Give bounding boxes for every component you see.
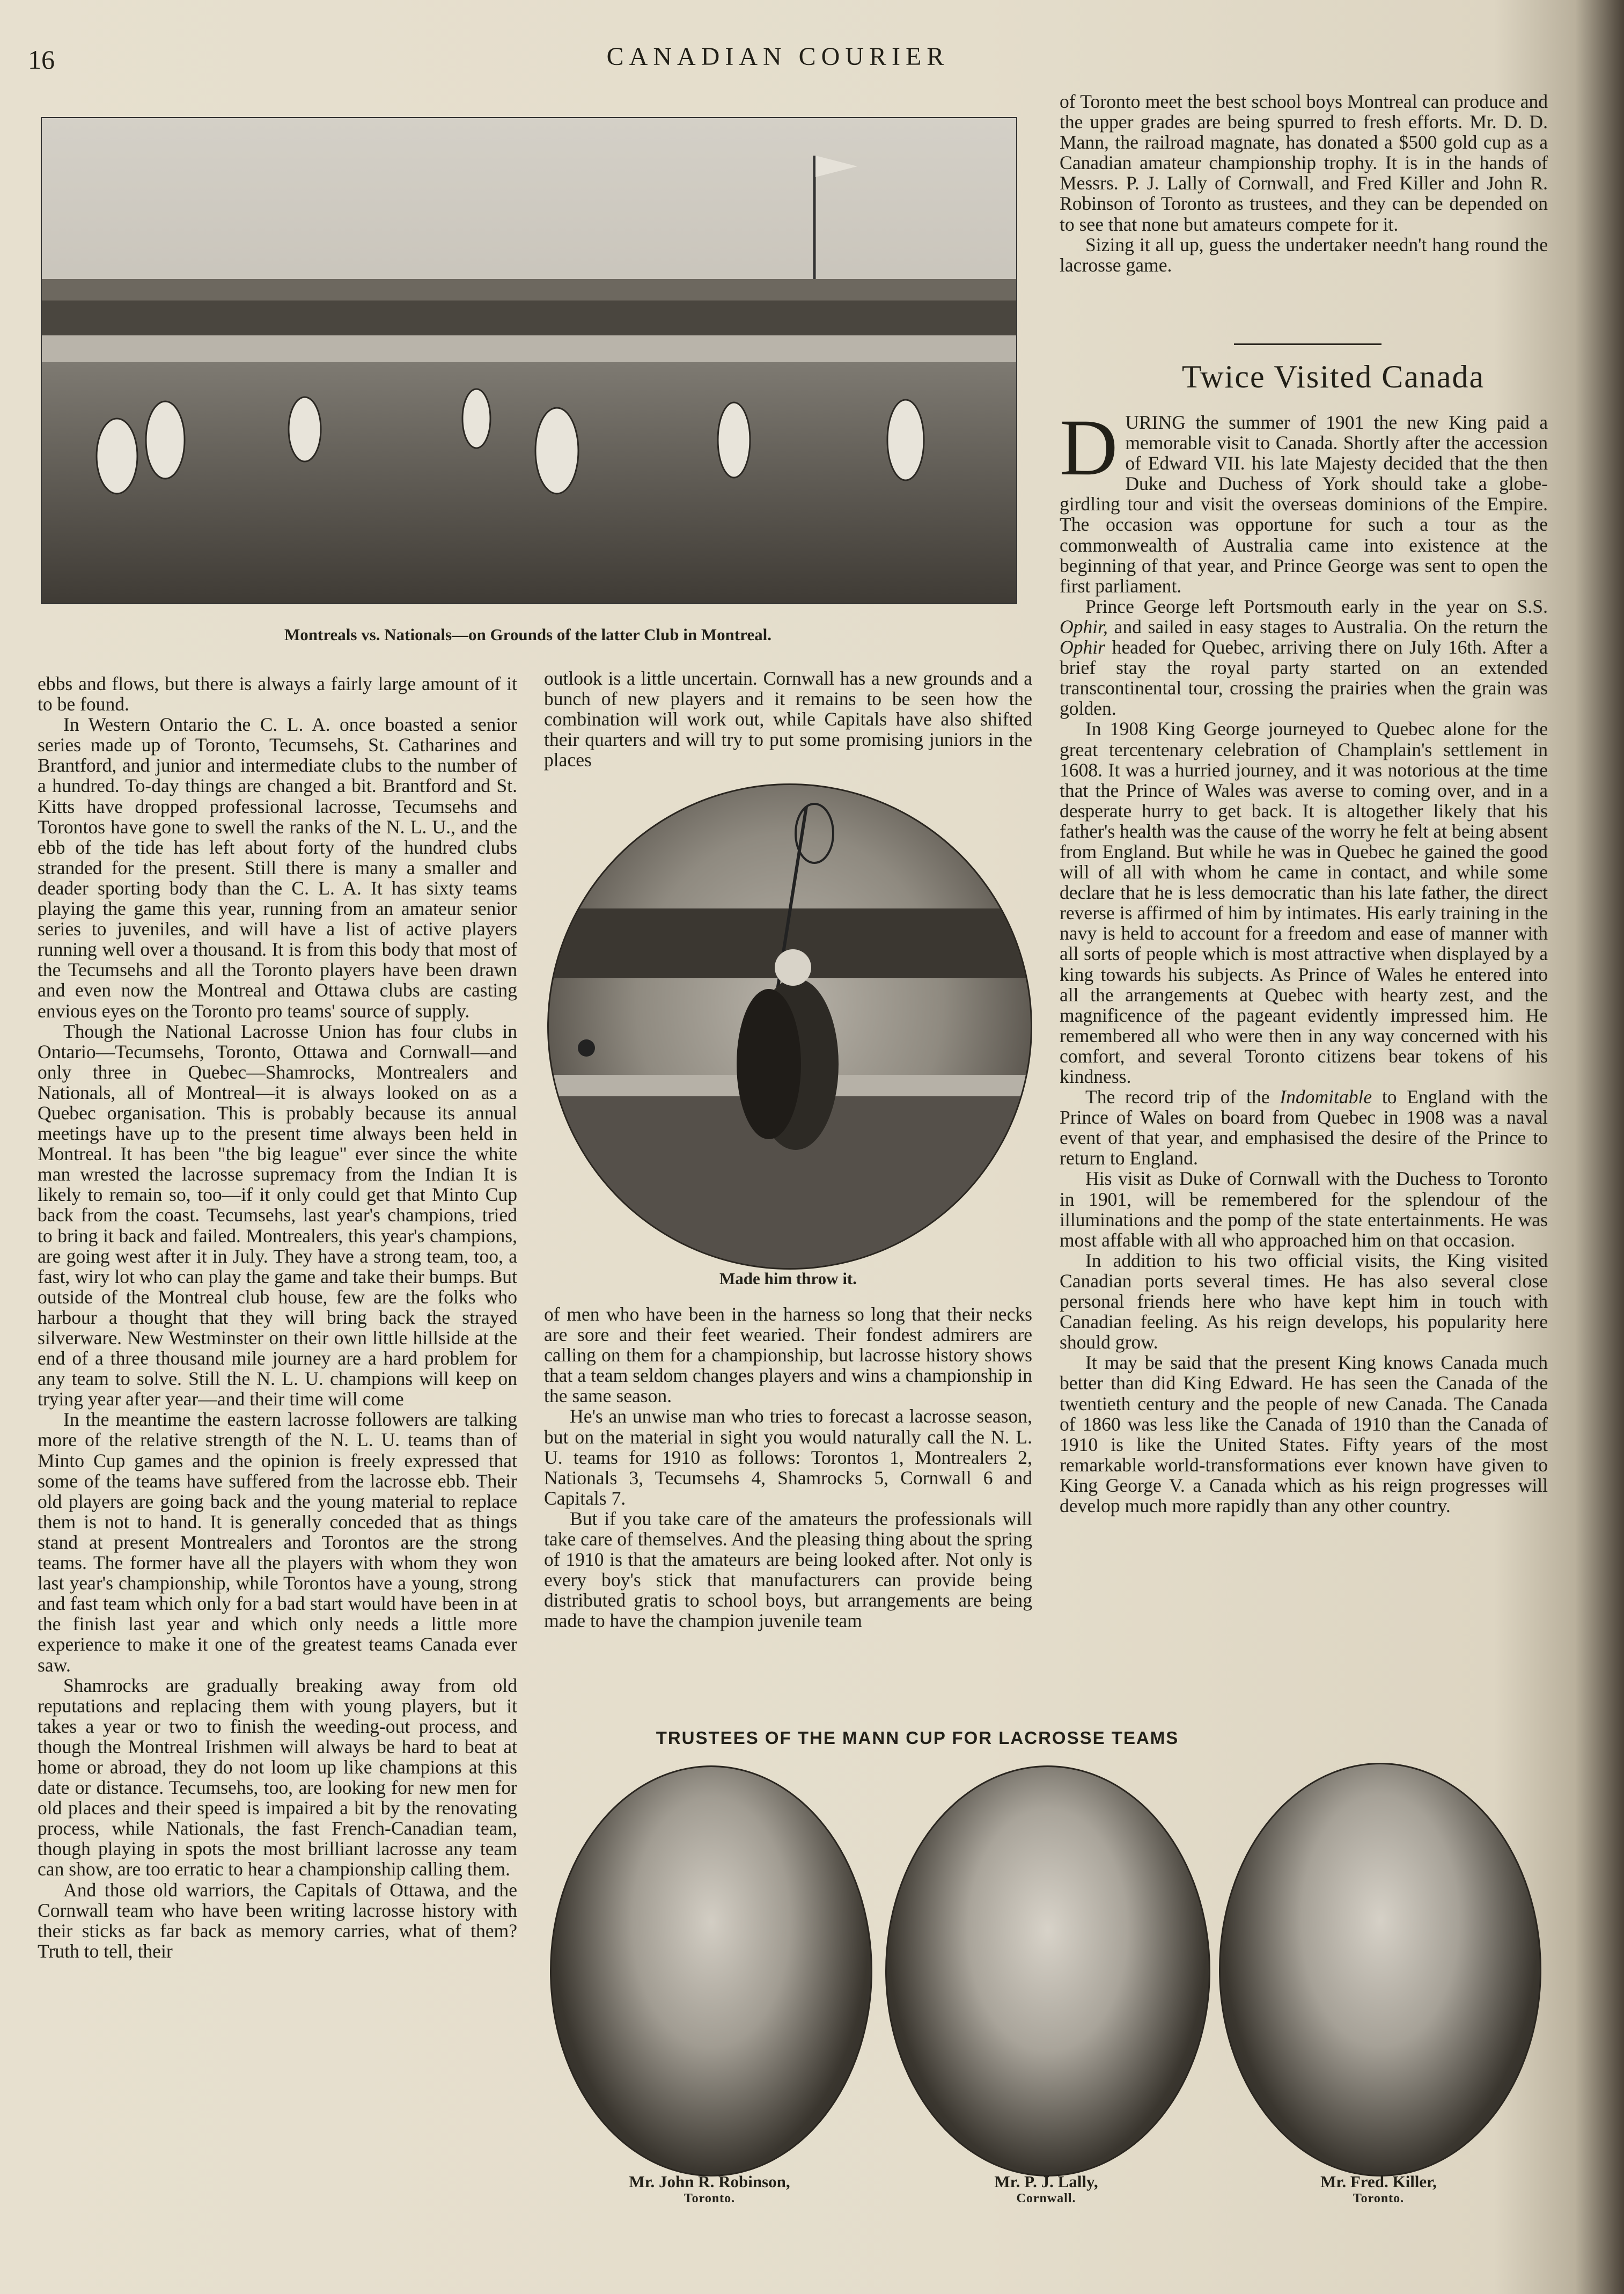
lacrosse-match-photo: [41, 117, 1017, 604]
article2-para-1: [1060, 403, 1548, 597]
portrait-city-killer: Toronto.: [1353, 2192, 1405, 2205]
trustees-title: TRUSTEES OF THE MANN CUP FOR LACROSSE TEAMS: [656, 1728, 1179, 1748]
col1-para-3: Though the National Lacrosse Union has four clubs in Ontario—Tecumsehs, Toronto, Ottawa and Cornwall—and only three in Quebec—Shamrocks, Montrealers and Nationals, all of Montreal—it is always looked on as a Quebec organisation. This is probably because its annual meetings have up to the present time always been held in Montreal. It has been "the big league" ever since the white man wrested the lacrosse supremacy from the Indian It is likely to remain so, too—if it only could get that Minto Cup back from the coast. Tecumsehs, last year's champions, tried to bring it back and failed. Montrealers, this year's champions, are going west after it in July. They have a strong team, too, a fast, wiry lot who can play the game and take their bumps. But outside of the Montreal club house, few are the folks who harbour a thought that they will bring back the strayed silverware. New Westminster on their own little hillside at the end of a three thousand mile journey are a hard problem for any team to solve. Still the N. L. U. champions will keep on trying year after year—and their time will come: [38, 1020, 517, 1410]
article2-para-3: In 1908 King George journeyed to Quebec alone for the great tercentenary celebration of Champlain's settlement in 1608. It was a hurried journey, and it was notorious at the time that the Prince of Wales was averse to coming over, and in a desperate hurry to get back. It is altogether likely that his father's health was the cause of the worry he felt at being absent from England. But while he was in Quebec he gained the good will of all with whom he came in contact, and while some declare that he is less democratic than his late father, the direct reverse is affirmed of him by intimates. His early training in the navy is held to account for a freedom and ease of manner with all sorts of people which is most attractive when displayed by a king towards his subjects. As Prince of Wales he entered into all the arrangements at Quebec with hearty zest, and the magnificence of the pageant evidently impressed him. He remembered all who were then in any way concerned with his comfort, and several Toronto citizens bear tokens of his kindness.: [1060, 718, 1548, 1087]
col2-para-1: outlook is a little uncertain. Cornwall has a new grounds and a bunch of new players and it remains to be seen how the combination will work out, while Capitals have also shifted their quarters and will try to put some promising juniors in the places: [544, 668, 1032, 771]
col1-para-5: Shamrocks are gradually breaking away from old reputations and replacing them with young players, but it takes a year or two to finish the weeding-out process, and though the Montreal Irishmen will always be hard to beat at home or abroad, they do not loom up like champions at this date or distance. Tecumsehs, too, are looking for new men for old places and their speed is impaired a bit by the renovating process, while Nationals, the fast French-Canadian team, though playing in spots the most brilliant lacrosse any team can show, are too erratic to hear a championship calling them.: [38, 1674, 517, 1880]
article-heading: Twice Visited Canada: [1181, 359, 1485, 394]
ship-name-ophir: Ophir,: [1060, 615, 1108, 637]
col1-para-1: ebbs and flows, but there is always a fairly large amount of it to be found.: [38, 673, 517, 715]
col1-para-4: In the meantime the eastern lacrosse followers are talking more of the relative strength of the N. L. U. teams than of Minto Cup games and the opinion is freely expressed that some of the teams have suffered from the lacrosse ebb. Their old players are going back and the young material to replace them is not to hand. It is generally conceded that as things stand at present Montrealers and Torontos are the strong teams. The former have all the players with whom they won last year's championship, while Torontos have a young, strong and fast team which only for a bad start would have been in at the finish last year and which only needs a little more experience to make it one of the greatest teams Canada ever saw.: [38, 1409, 517, 1676]
column-3-article: [1060, 403, 1548, 1516]
middle-photo-caption: Made him throw it.: [719, 1269, 857, 1288]
portrait-caption-killer: [1219, 2172, 1538, 2206]
portrait-city-lally: Cornwall.: [1016, 2192, 1076, 2205]
col2-para-2: of men who have been in the harness so long that their necks are sore and their feet wearied. Their fondest admirers are calling on them for a championship, but lacrosse history shows that a team seldom changes players and wins a championship in the same season.: [544, 1303, 1032, 1407]
lacrosse-match-illustration: [42, 118, 1016, 603]
article2-para-4: [1060, 1087, 1548, 1168]
p2-text-c: headed for Quebec, arriving there on July 16th. After a brief stay the royal party started on an extended transcontinental tour, crossing the prairies when the grain was golden.: [1060, 636, 1548, 720]
p2-text-a: Prince George left Portsmouth early in the year on S.S.: [1085, 595, 1548, 617]
portrait-caption-robinson: [550, 2172, 869, 2206]
ship-name-ophir-2: Ophir: [1060, 636, 1106, 658]
column-3-top: [1060, 91, 1548, 275]
article2-para-5: His visit as Duke of Cornwall with the Duchess to Toronto in 1901, will be remembered for the splendour of the illuminations and the pomp of the state entertainments. He was most affable with all who approached him on that occasion.: [1060, 1168, 1548, 1251]
col1-para-2: In Western Ontario the C. L. A. once boasted a senior series made up of Toronto, Tecumsehs, St. Catharines and Brantford, and junior and intermediate clubs to the number of a hundred. To-day things are changed a bit. Brantford and St. Kitts have dropped professional lacrosse, Tecumsehs and Torontos have gone to swell the ranks of the N. L. U., and the ebb of the tide has left about forty of the hundred clubs stranded for the present. Still there is many a smaller and deader sporting body than the C. L. A. It has sixty teams playing the game this year, running from an amateur senior series to juveniles, and will have a list of active players running well over a thousand. It is from this body that most of the Tecumsehs and all the Toronto players have been drawn and even now the Montreal and Ottawa clubs are casting envious eyes on the Toronto pro teams' source of supply.: [38, 714, 517, 1022]
p2-text-b: and sailed in easy stages to Australia. On the return the: [1114, 615, 1548, 637]
col2-para-4: But if you take care of the amateurs the professionals will take care of themselves. And the pleasing thing about the spring of 1910 is that the amateurs are being looked after. Not only is every boy's stick that manufacturers can provide being distributed gratis to school boys, but arrangements are being made to have the champion juvenile team: [544, 1507, 1032, 1632]
portrait-name-killer: Mr. Fred. Killer,: [1320, 2172, 1437, 2191]
made-him-throw-it-photo: [547, 783, 1032, 1270]
section-rule: [1234, 343, 1381, 345]
portrait-name-lally: Mr. P. J. Lally,: [994, 2172, 1098, 2191]
top-photo-caption: Montreals vs. Nationals—on Grounds of the latter Club in Montreal.: [284, 625, 771, 644]
column-1: [38, 673, 517, 1961]
running-head: CANADIAN COURIER: [606, 42, 950, 71]
portrait-robinson: [550, 1765, 872, 2176]
portrait-city-robinson: Toronto.: [684, 2192, 736, 2205]
col2-para-3: He's an unwise man who tries to forecast a lacrosse season, but on the material in sight you would naturally call the N. L. U. teams for 1910 as follows: Torontos 1, Montrealers 2, Nationals 3, Tecumsehs 4, Shamrocks 5, Cornwall 6 and Capitals 7.: [544, 1405, 1032, 1509]
portrait-name-robinson: Mr. John R. Robinson,: [629, 2172, 790, 2191]
col3-para-1: of Toronto meet the best school boys Montreal can produce and the upper grades are being spurred to fresh efforts. Mr. D. D. Mann, the railroad magnate, has donated a $500 gold cup as a Canadian amateur championship trophy. It is in the hands of Messrs. P. J. Lally of Cornwall, and Fred Killer and John R. Robinson of Toronto as trustees, and they can be depended on to see that none but amateurs compete for it.: [1060, 91, 1548, 235]
col3-para-2: Sizing it all up, guess the undertaker needn't hang round the lacrosse game.: [1060, 233, 1548, 276]
column-2-bottom: [544, 1304, 1032, 1631]
p4-text-a: The record trip of the: [1085, 1086, 1270, 1108]
page-number: 16: [28, 45, 55, 75]
ship-name-indomitable: Indomitable: [1280, 1086, 1372, 1108]
article2-para-6: In addition to his two official visits, the King visited Canadian ports several times. He has also several close personal friends here who have kept him in touch with Canadian feeling. As his reign develops, his popularity here should grow.: [1060, 1249, 1548, 1353]
lacrosse-player-illustration: [549, 785, 1031, 1268]
drop-cap: D: [1060, 403, 1118, 492]
article2-para-1-text: URING the summer of 1901 the new King paid a memorable visit to Canada. Shortly after the accession of Edward VII. his late Majesty decided that the then Duke and Duchess of York should take a globe-girdling tour and visit the overseas dominions of the Empire. The occasion was opportune for such a tour as the commonwealth of Australia came into existence at the beginning of that year, and Prince George was sent to open the first parliament.: [1060, 412, 1548, 597]
col1-para-6: And those old warriors, the Capitals of Ottawa, and the Cornwall team who have been writing lacrosse history with their sticks as far back as memory carries, what of them? Truth to tell, their: [38, 1879, 517, 1962]
article2-para-7: It may be said that the present King knows Canada much better than did King Edward. He has seen the Canada of the twentieth century and the people of new Canada. The Canada of 1860 was less like the Canada of 1910 than the Canada of 1910 is like the United States. Fifty years of the most remarkable world-transformations ever known have given to King George V. a Canada which as his reign progresses will develop much more rapidly than any other country.: [1060, 1352, 1548, 1516]
article2-para-2: [1060, 596, 1548, 719]
p4-text-b: to England with the Prince of Wales on board from Quebec in 1908 was a naval event of that year, and emphasised the desire of the Prince to return to England.: [1060, 1086, 1548, 1169]
portrait-caption-lally: [885, 2172, 1207, 2206]
portrait-killer: [1219, 1763, 1541, 2176]
column-2-top: [544, 668, 1032, 770]
portrait-lally: [885, 1765, 1210, 2176]
